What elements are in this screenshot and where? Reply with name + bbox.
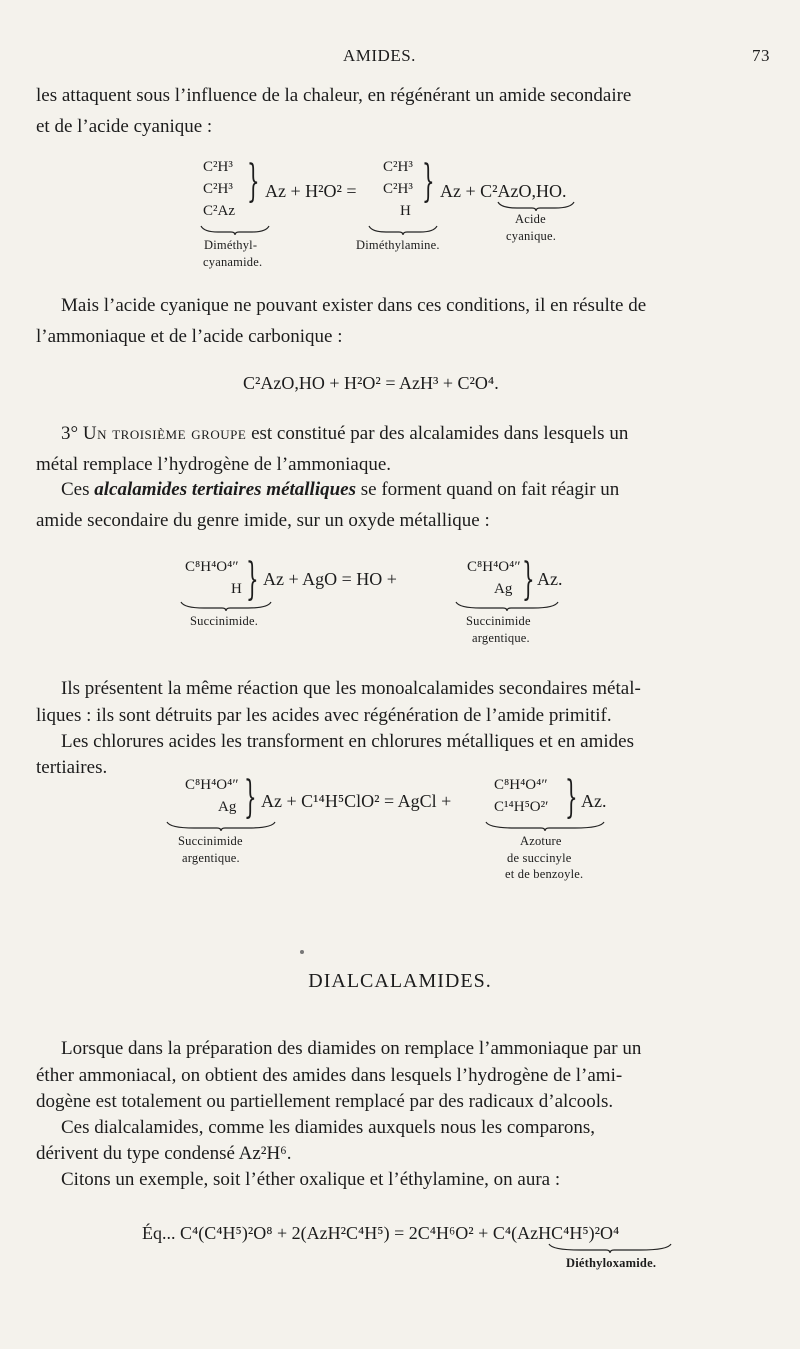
eq3-label-succinimide: Succinimide. xyxy=(190,614,259,628)
eq3-end: Az. xyxy=(537,569,563,589)
paragraph-2-line-2: l’ammoniaque et de l’acide carbonique : xyxy=(36,326,343,347)
paragraph-3-number: 3° xyxy=(61,423,83,444)
eq1-radical-4: C²H³ xyxy=(383,159,413,175)
eq5-underbrace xyxy=(548,1242,672,1254)
eq1-label-dimethyl: Diméthyl- xyxy=(204,238,258,252)
page-number: 73 xyxy=(752,46,770,65)
eq1-brace-1: } xyxy=(247,156,260,207)
eq4-term-2: Ag xyxy=(218,799,237,815)
eq3-term-1: C⁸H⁴O⁴″ xyxy=(185,559,239,575)
eq4-term-1: C⁸H⁴O⁴″ xyxy=(185,777,239,793)
running-header-title: AMIDES. xyxy=(343,46,416,65)
paragraph-8: Citons un exemple, soit l’éther oxalique et l’éthylamine, on aura : xyxy=(61,1169,561,1190)
paragraph-4-text: se forment quand on fait réagir un xyxy=(356,479,620,500)
paragraph-3-text: est constitué par des alcalamides dans lesquels un xyxy=(246,423,629,444)
eq3-underbrace-1 xyxy=(180,600,272,612)
section-title: DIALCALAMIDES. xyxy=(308,970,492,992)
eq3-label-argentique: argentique. xyxy=(472,631,530,645)
eq3-label-succinimide-2: Succinimide xyxy=(466,614,531,628)
eq3-term-3: C⁸H⁴O⁴″ xyxy=(467,559,521,575)
paragraph-6-line-1: Lorsque dans la préparation des diamides on remplace l’ammoniaque par un xyxy=(61,1038,642,1059)
paragraph-3-line-2: métal remplace l’hydrogène de l’ammoniaque. xyxy=(36,454,392,475)
eq1-radical-5: C²H³ xyxy=(383,181,413,197)
eq3-middle: Az + AgO = HO + xyxy=(263,569,397,589)
eq1-label-cyanique: cyanique. xyxy=(506,229,557,243)
eq1-radical-2: C²H³ xyxy=(203,181,233,197)
paragraph-7-line-1: Ces dialcalamides, comme les diamides auxquels nous les comparons, xyxy=(61,1117,595,1138)
eq4-label-succinyle: de succinyle xyxy=(507,851,572,865)
eq3-underbrace-2 xyxy=(455,600,559,612)
equation-2: C²AzO,HO + H²O² = AzH³ + C²O⁴. xyxy=(243,373,499,393)
eq1-underbrace-3 xyxy=(497,200,575,212)
eq3-brace-1: } xyxy=(246,554,259,605)
eq4-label-argentique: argentique. xyxy=(182,851,240,865)
paragraph-4-start: Ces xyxy=(61,479,95,500)
paragraph-5-line-1: Ils présentent la même réaction que les monoalcalamides secondaires métal- xyxy=(61,678,641,699)
eq1-radical-1: C²H³ xyxy=(203,159,233,175)
paragraph-6-line-3: dogène est totalement ou partiellement remplacé par des radicaux d’alcools. xyxy=(36,1091,614,1112)
eq4-term-3: C⁸H⁴O⁴″ xyxy=(494,777,548,793)
eq4-underbrace-1 xyxy=(166,820,276,832)
paragraph-1-line-2: et de l’acide cyanique : xyxy=(36,116,213,137)
eq1-brace-2: } xyxy=(422,156,435,207)
eq1-radical-6: H xyxy=(400,203,411,219)
eq1-label-dimethylamine: Diméthylamine. xyxy=(356,238,440,252)
ink-speck xyxy=(300,950,304,954)
equation-5: Éq... C⁴(C⁴H⁵)²O⁸ + 2(AzH²C⁴H⁵) = 2C⁴H⁶O² + C⁴(AzHC⁴H⁵)²O⁴ xyxy=(142,1223,620,1243)
eq4-middle: Az + C¹⁴H⁵ClO² = AgCl + xyxy=(261,791,452,811)
paragraph-5-line-4: tertiaires. xyxy=(36,757,108,778)
paragraph-4-line-2: amide secondaire du genre imide, sur un oxyde métallique : xyxy=(36,510,490,531)
eq3-term-4: Ag xyxy=(494,581,513,597)
paragraph-5-line-3: Les chlorures acides les transforment en chlorures métalliques et en amides xyxy=(61,731,634,752)
eq3-term-2: H xyxy=(231,581,242,597)
eq1-underbrace-1 xyxy=(200,224,270,236)
eq4-label-succinimide: Succinimide xyxy=(178,834,243,848)
eq4-label-benzoyle: et de benzoyle. xyxy=(505,867,584,881)
paragraph-6-line-2: éther ammoniacal, on obtient des amides dans lesquels l’hydrogène de l’ami- xyxy=(36,1065,623,1086)
eq1-radical-3: C²Az xyxy=(203,203,235,219)
eq1-label-cyanamide: cyanamide. xyxy=(203,255,263,269)
eq1-underbrace-2 xyxy=(368,224,438,236)
eq4-brace-2: } xyxy=(565,772,578,823)
eq4-brace-1: } xyxy=(244,772,257,823)
eq4-term-4: C¹⁴H⁵O²′ xyxy=(494,799,549,815)
eq4-underbrace-2 xyxy=(485,820,605,832)
paragraph-4-italic: alcalamides tertiaires métalliques xyxy=(94,479,357,500)
eq1-label-acide: Acide xyxy=(515,212,546,226)
eq3-brace-2: } xyxy=(522,554,535,605)
paragraph-1-line-1: les attaquent sous l’influence de la chaleur, en régénérant un amide secondaire xyxy=(36,85,632,106)
eq5-label-diethyloxamide: Diéthyloxamide. xyxy=(566,1256,657,1270)
eq1-right: Az + C²AzO,HO. xyxy=(440,181,567,201)
paragraph-5-line-2: liques : ils sont détruits par les acides avec régénération de l’amide primitif. xyxy=(36,705,612,726)
paragraph-7-line-2: dérivent du type condensé Az²H⁶. xyxy=(36,1143,292,1164)
eq4-label-azoture: Azoture xyxy=(520,834,562,848)
eq1-middle: Az + H²O² = xyxy=(265,181,357,201)
paragraph-3-smallcaps: Un troisième groupe xyxy=(82,423,247,444)
paragraph-4-line-1 xyxy=(36,474,800,505)
eq4-end: Az. xyxy=(581,791,607,811)
paragraph-3-line-1 xyxy=(36,418,800,449)
paragraph-2-line-1: Mais l’acide cyanique ne pouvant exister dans ces conditions, il en résulte de xyxy=(61,295,647,316)
